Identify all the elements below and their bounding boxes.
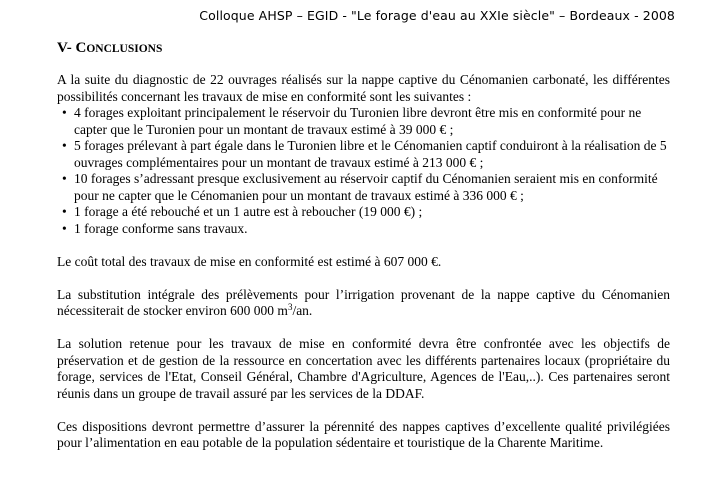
paragraph-spacer: [57, 270, 670, 287]
bullet-symbol: •: [62, 220, 67, 236]
section-number: V-: [57, 40, 72, 56]
cubic-superscript: 3: [287, 302, 293, 312]
conclusion-paragraph: Ces dispositions devront permettre d’assurer la pérennité des nappes captives d’excellente qualité privilégiées pour l’alimentation en eau potable de la population sédentaire et touristique de la Charente Maritime.: [57, 418, 670, 450]
bullet-text: 1 forage conforme sans travaux.: [74, 220, 248, 236]
paragraph-spacer: [57, 320, 670, 337]
works-bullet-list: [57, 105, 670, 237]
intro-paragraph: A la suite du diagnostic de 22 ouvrages réalisés sur la nappe captive du Cénomanien carbonaté, les différentes possibilités concernant les travaux de mise en conformité sont les suivantes :: [57, 72, 670, 104]
bullet-symbol: •: [62, 171, 67, 186]
bullet-text: 1 forage a été rebouché et un 1 autre est à reboucher (19 000 €) ;: [74, 204, 423, 219]
page-header: Colloque AHSP – EGID - "Le forage d'eau au XXIe siècle" – Bordeaux - 2008: [199, 8, 675, 23]
total-cost-paragraph: Le coût total des travaux de mise en conformité est estimé à 607 000 €.: [57, 253, 442, 269]
bullet-text: 5 forages prélevant à part égale dans le Turonien libre et le Cénomanien captif conduiront à la réalisation de 5 ouvrages complémentaires pour un montant de travaux estimé à 213 000 € ;: [74, 138, 667, 170]
section-title-rest: ONCLUSIONS: [86, 43, 163, 55]
substitution-suffix: /an.: [292, 303, 313, 318]
paragraph-spacer: [57, 237, 670, 254]
bullet-text: 4 forages exploitant principalement le réservoir du Turonien libre devront être mis en conformité pour ne capter que le Turonien pour un montant de travaux estimé à 39 000 € ;: [74, 105, 642, 137]
bullet-item: [57, 221, 670, 238]
section-title-initial: C: [75, 40, 87, 56]
bullet-item: [57, 171, 670, 204]
document-body: [57, 72, 670, 452]
bullet-item: [57, 138, 670, 171]
paragraph-spacer: [57, 402, 670, 419]
bullet-item: [57, 105, 670, 138]
bullet-symbol: •: [62, 138, 67, 153]
bullet-item: [57, 204, 670, 221]
solution-paragraph: La solution retenue pour les travaux de mise en conformité devra être confrontée avec les objectifs de préservation et de gestion de la ressource en concertation avec les différents partenaires locaux (propriétaire du forage, services de l'Etat, Conseil Général, Chambre d'Agriculture, Agences de l'Eau,..). Ces partenaires seront réunis dans un groupe de travail assuré par les services de la DDAF.: [57, 336, 670, 401]
section-title: [57, 40, 162, 57]
substitution-paragraph: [57, 287, 670, 320]
bullet-text: 10 forages s’adressant presque exclusivement au réservoir captif du Cénomanien seraient mis en conformité pour ne capter que le Cénomanien pour un montant de travaux estimé à 336 000 € ;: [74, 171, 658, 203]
bullet-symbol: •: [62, 105, 67, 120]
bullet-symbol: •: [62, 204, 67, 219]
substitution-text: La substitution intégrale des prélèvements pour l’irrigation provenant de la nappe captive du Cénomanien nécessiterait de stocker environ 600 000 m: [57, 286, 670, 318]
